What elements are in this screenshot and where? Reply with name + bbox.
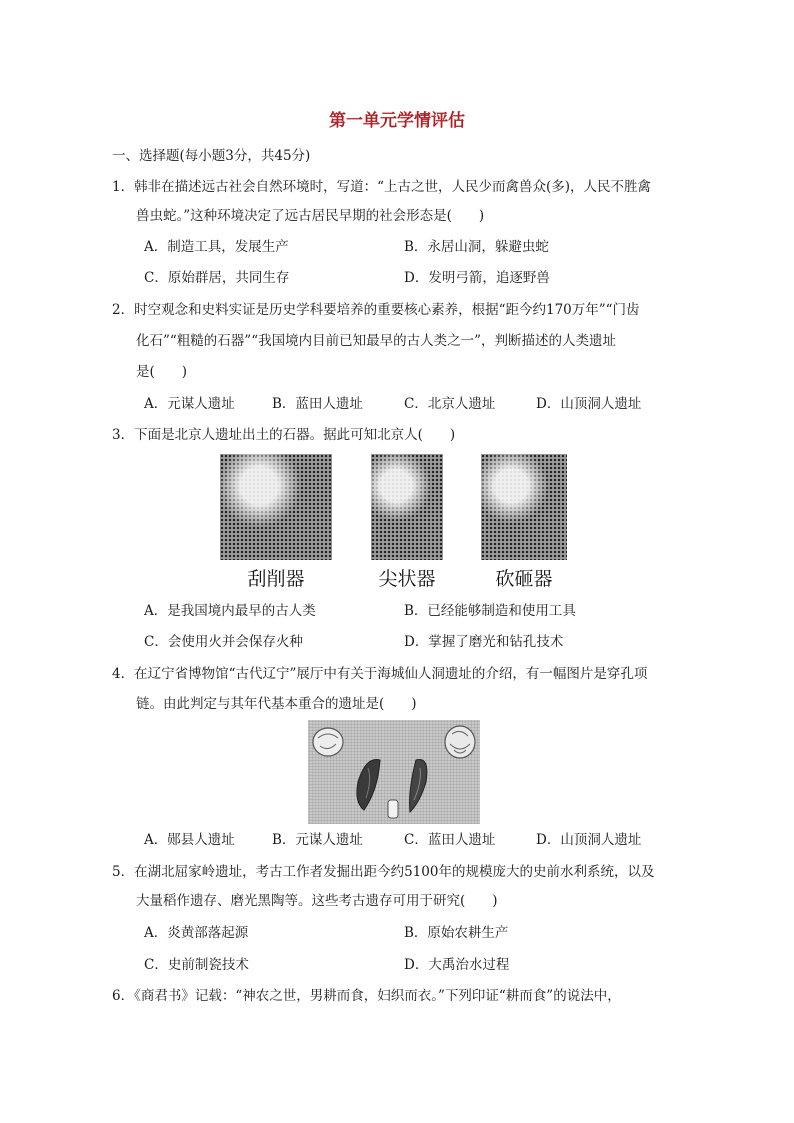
section-heading: 一、选择题(每小题3分，共45分) — [112, 148, 311, 164]
q4-option-a[interactable]: A．郧县人遗址 — [144, 832, 235, 848]
scraper-image — [220, 454, 332, 560]
q1-stem-line2: 兽虫蛇。”这种环境决定了远古居民早期的社会形态是( ) — [136, 208, 485, 224]
q1-option-a[interactable]: A．制造工具，发展生产 — [144, 239, 289, 255]
q5-option-a[interactable]: A．炎黄部落起源 — [144, 925, 249, 941]
q6-stem-line1: 6．《商君书》记载：“神农之世，男耕而食，妇织而衣。”下列印证“耕而食”的说法中， — [112, 988, 621, 1004]
chopper-image — [481, 454, 567, 560]
q4-stem-line2: 链。由此判定与其年代基本重合的遗址是( ) — [136, 696, 417, 712]
perforated-necklace-image — [308, 720, 480, 824]
point-label: 尖状器 — [378, 568, 436, 590]
q4-option-c[interactable]: C．蓝田人遗址 — [404, 832, 496, 848]
q2-stem-line2: 化石”“粗糙的石器”“我国境内目前已知最早的古人类之一”，判断描述的人类遗址 — [136, 333, 617, 349]
q4-option-d[interactable]: D．山顶洞人遗址 — [536, 832, 642, 848]
q5-stem-line1: 5．在湖北屈家岭遗址，考古工作者发掘出距今约5100年的规模庞大的史前水利系统，以及 — [112, 864, 655, 880]
q2-stem-line1: 2．时空观念和史料实证是历史学科要培养的重要核心素养，根据“距今约170万年”“门齿 — [112, 302, 640, 318]
point-image — [371, 454, 443, 560]
q3-option-c[interactable]: C．会使用火并会保存火种 — [144, 634, 303, 650]
q5-stem-line2: 大量稻作遗存、磨光黑陶等。这些考古遗存可用于研究( ) — [136, 893, 498, 909]
q1-option-c[interactable]: C．原始群居，共同生存 — [144, 270, 290, 286]
q1-stem-line1: 1．韩非在描述远古社会自然环境时，写道：“上古之世，人民少而禽兽众(多)，人民不胜禽 — [112, 179, 652, 195]
q1-option-d[interactable]: D．发明弓箭，追逐野兽 — [404, 270, 550, 286]
q5-option-d[interactable]: D．大禹治水过程 — [404, 957, 510, 973]
q2-stem-line3: 是( ) — [136, 364, 188, 380]
q3-option-b[interactable]: B．已经能够制造和使用工具 — [404, 603, 576, 619]
necklace-ornaments — [308, 720, 480, 824]
q1-option-b[interactable]: B．永居山洞，躲避虫蛇 — [404, 239, 549, 255]
q3-stem-line1: 3．下面是北京人遗址出土的石器。据此可知北京人( ) — [112, 427, 456, 443]
q2-option-b[interactable]: B．蓝田人遗址 — [272, 396, 363, 412]
q4-option-b[interactable]: B．元谋人遗址 — [272, 832, 363, 848]
q5-option-b[interactable]: B．原始农耕生产 — [404, 925, 509, 941]
q3-option-d[interactable]: D．掌握了磨光和钻孔技术 — [404, 634, 564, 650]
q4-stem-line1: 4．在辽宁省博物馆“古代辽宁”展厅中有关于海城仙人洞遗址的介绍，有一幅图片是穿孔项 — [112, 666, 648, 682]
scraper-label: 刮削器 — [247, 568, 305, 590]
q2-option-c[interactable]: C．北京人遗址 — [404, 396, 496, 412]
stone-tools-figure — [220, 454, 570, 590]
q2-option-a[interactable]: A．元谋人遗址 — [144, 396, 235, 412]
chopper-label: 砍砸器 — [495, 568, 553, 590]
q2-option-d[interactable]: D．山顶洞人遗址 — [536, 396, 642, 412]
q3-option-a[interactable]: A．是我国境内最早的古人类 — [144, 603, 316, 619]
q5-option-c[interactable]: C．史前制瓷技术 — [144, 957, 249, 973]
page-title: 第一单元学情评估 — [329, 111, 465, 131]
